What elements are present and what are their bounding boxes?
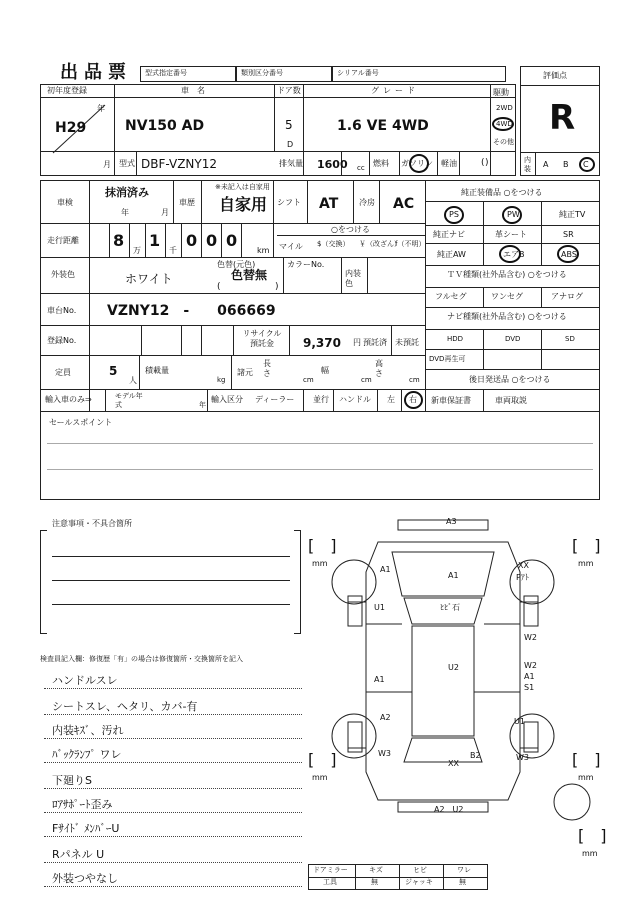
- equip-airbag-circle: [499, 245, 521, 263]
- notes-title: 注意事項・不具合箇所: [52, 519, 132, 528]
- report-item-1: ハンドルスレ: [52, 674, 118, 687]
- wheel-rear-left: [332, 714, 376, 758]
- report-item-5: 下廻りS: [52, 774, 92, 787]
- notes-bracket-left: [40, 530, 47, 634]
- mark-a2-left: A2: [380, 713, 391, 722]
- mark-w2-right: W2: [524, 633, 537, 642]
- car-body-outline: [366, 542, 520, 800]
- mileage-digit-2: 1: [149, 231, 161, 250]
- exterior-color: ホワイト: [125, 272, 173, 286]
- wheel-front-left: [332, 560, 376, 604]
- legend-table: ドアミラー キズ ヒビ ワレ 工具 無 ジャッキ 無: [308, 864, 488, 890]
- shift-value: AT: [319, 196, 339, 212]
- mileage-digit-1: 8: [113, 231, 125, 250]
- fuel-gasoline: ガソリン: [401, 159, 433, 168]
- mark-b2: B2: [470, 751, 481, 760]
- roof: [412, 626, 474, 736]
- score-title: 評価点: [543, 71, 567, 80]
- mark-w2-door: W2: [524, 661, 537, 670]
- equip-pw-circle: [502, 206, 522, 224]
- mark-xx-right: XX: [518, 561, 529, 570]
- cooler-value: AC: [393, 196, 415, 212]
- report-item-3: 内装ｷｽﾞ、汚れ: [52, 724, 124, 737]
- recycle-fee: 9,370: [303, 336, 341, 350]
- report-item-4: ﾊﾞｯｸﾗﾝﾌﾟ ワレ: [52, 748, 122, 761]
- handle-right-circle: [404, 391, 423, 409]
- mark-a2-u2: A2 U2: [434, 805, 464, 814]
- report-item-8: Rパネル U: [52, 848, 105, 861]
- interior-c-circle: [579, 157, 595, 172]
- mark-s1: S1: [524, 683, 535, 692]
- mark-w3-left: W3: [378, 749, 391, 758]
- mark-u1-left: U1: [374, 603, 385, 612]
- capacity-value: 5: [109, 364, 118, 378]
- equip-abs-circle: [557, 245, 579, 263]
- mark-hibi: ﾋﾋﾞ石: [440, 603, 460, 612]
- spare-tire: [554, 784, 590, 820]
- hood: [392, 552, 494, 596]
- sales-points-label: セールスポイント: [49, 418, 113, 427]
- front-bumper: [398, 517, 488, 530]
- report-item-7: Fｻｲﾄﾞ ﾒﾝﾊﾞｰU: [52, 822, 120, 835]
- header-box-type-number: 型式指定番号: [140, 66, 236, 82]
- notes-bracket-right: [294, 530, 301, 634]
- equip-title: 純正装備品 ○をつける: [461, 188, 543, 197]
- grade-value: 1.6 VE 4WD: [337, 118, 429, 134]
- inspection-value: 抹消済み: [105, 186, 149, 199]
- mark-a1-roof: A1: [448, 571, 459, 580]
- color-change: 色替無: [231, 268, 268, 282]
- mark-u2: U2: [448, 663, 459, 672]
- first-reg-year: H29: [55, 120, 87, 136]
- displacement: 1600: [317, 158, 348, 171]
- mileage-digit-3: 0: [186, 231, 198, 250]
- mark-xx-bottom: XX: [448, 759, 459, 768]
- report-item-2: シートスレ、ヘタリ、カバ-有: [52, 700, 198, 713]
- interior-grade: 内装 A B C: [520, 152, 600, 176]
- form-title: 出品票: [60, 62, 132, 83]
- vehicle-detail-section: 車検 抹消済み 年 月 車歴 ※未記入は自家用 自家用 シフト AT 冷房 AC 走行距離 8 万 1 千 0 0 0 km ○をつける マイル $（交換） ￥（改ざん） f（不明） 外装色 ホワイト 色替(元色) 色替無 ( ) カラーNo. 内装色 車台No. VZNY12 - 066669 登録No. リサイクル預託金 9,370 円 預託済 未預託 定員 5 人 積載量 kg 諸元 長さ cm 幅 cm 高さ cm 輸入車のみ⇒ モデル年式 年 輸入区分 ディーラー 並行 ハンドル 左 右 セールスポイント 純正装備品 ○をつける PS PW 純正TV 純正ナビ 革シート SR 純正AW エアB ABS ＴＶ種類(社外品含む) ○をつける フルセグ ワンセグ アナログ ナビ種類(社外品含む) ○をつける HDD DVD SD DVD再生可 後日発送品 ○をつける 新車保証書 車両取説: [40, 180, 600, 500]
- model-code: DBF-VZNY12: [141, 157, 218, 171]
- door-count: 5: [285, 118, 293, 132]
- drive-4wd-circle: [492, 117, 514, 131]
- wheel-front-right: [510, 560, 554, 604]
- mark-a1-left: A1: [380, 565, 391, 574]
- car-name: NV150 AD: [125, 118, 205, 134]
- report-item-6: ﾛｱｻﾎﾟｰﾄ歪み: [52, 798, 113, 811]
- mark-a3: A3: [446, 517, 457, 526]
- mark-u1-right: U1: [514, 717, 525, 726]
- header-box-serial-number: シリアル番号: [332, 66, 506, 82]
- mark-a1-door-right: A1: [524, 672, 535, 681]
- inspector-note: 検査員記入欄：修復歴「有」の場合は修復箇所・交換箇所を記入: [40, 655, 243, 663]
- mark-a1-door: A1: [374, 675, 385, 684]
- chassis-number: VZNY12 - 066669: [107, 303, 276, 319]
- mark-paint: Pｱﾄ: [516, 573, 529, 582]
- header-box-class-number: 類別区分番号: [236, 66, 332, 82]
- equip-ps-circle: [444, 206, 464, 224]
- mileage-digit-4: 0: [206, 231, 218, 250]
- mileage-digit-5: 0: [226, 231, 238, 250]
- mark-w3-right: W3: [516, 753, 529, 762]
- report-item-9: 外装つやなし: [52, 872, 118, 885]
- vehicle-basic-info: 初年度登録 車 名 ドア数 グレード 駆動 年 H29 月 NV150 AD 5 D 1.6 VE 4WD 2WD 4WD その他 型式 DBF-VZNY12 排気量 1600 cc 燃料 ガソリン 軽油 ( ): [40, 84, 516, 176]
- fuel-circle: [409, 154, 429, 173]
- vehicle-history: 自家用: [219, 195, 268, 214]
- score-value: R: [549, 98, 576, 138]
